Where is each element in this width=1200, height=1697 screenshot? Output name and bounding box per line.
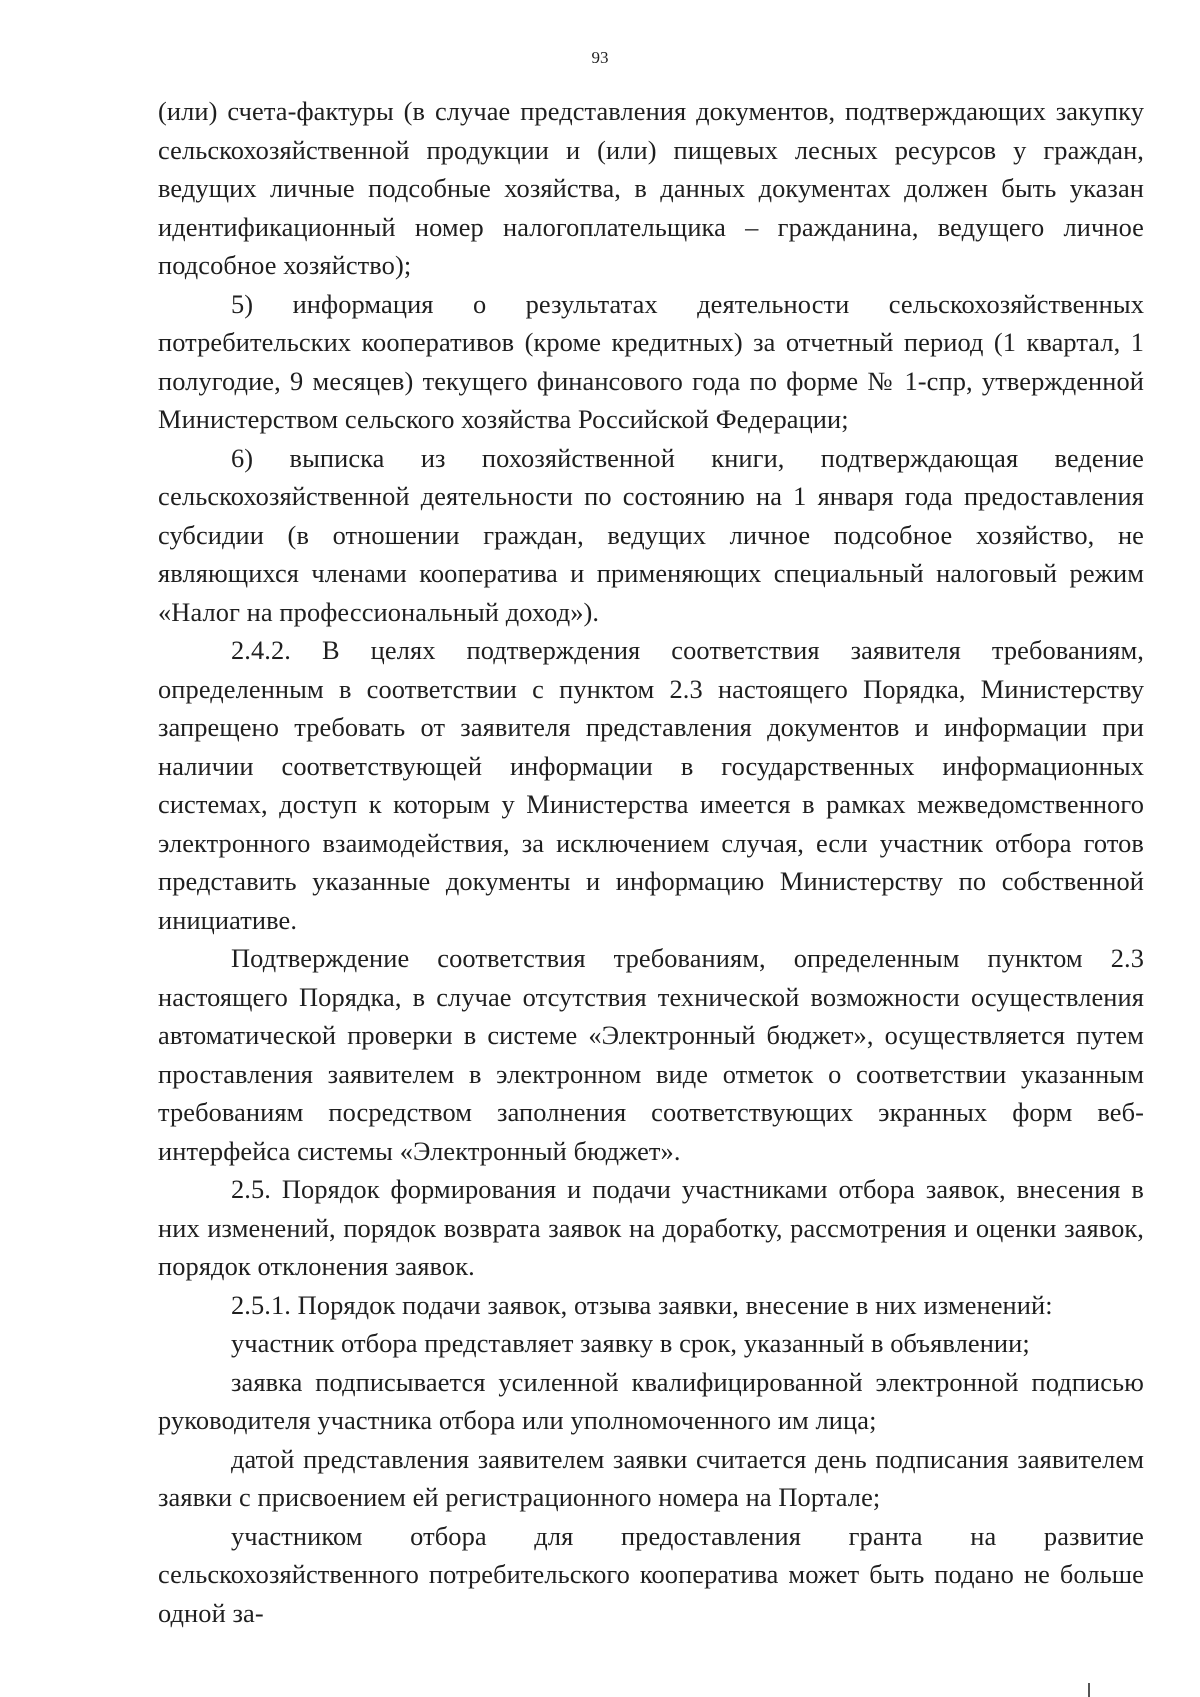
paragraph-signature: заявка подписывается усиленной квалифицированной электронной подписью руководителя участника отбора или уполномоченного им лица; (158, 1366, 1144, 1435)
paragraph-item-5: 5) информация о результатах деятельности сельскохозяйственных потребительских кооперативов (кроме кредитных) за отчетный период (1 квартал, 1 полугодие, 9 месяцев) текущего финансового года по форме № 1-спр, утвержденной Министерством сельского хозяйства Российской Федерации; (158, 288, 1144, 434)
paragraph-2-4-2: 2.4.2. В целях подтверждения соответствия заявителя требованиям, определенным в соответствии с пунктом 2.3 настоящего Порядка, Министерству запрещено требовать от заявителя представления документов и информации при наличии соответствующей информации в государственных информационных системах, доступ к которым у Министерства имеется в рамках межведомственного электронного взаимодействия, за исключением случая, если участник отбора готов представить указанные документы и информацию Министерству по собственной инициативе. (158, 635, 1144, 935)
paragraph-confirmation: Подтверждение соответствия требованиям, определенным пунктом 2.3 настоящего Порядка, в случае отсутствия технической возможности осуществления автоматической проверки в системе «Электронный бюджет», осуществляется путем проставления заявителем в электронном виде отметок о соответствии указанным требованиям посредством заполнения соответствующих экранных форм веб-интерфейса системы «Электронный бюджет». (158, 943, 1144, 1166)
paragraph-submission-date: датой представления заявителем заявки считается день подписания заявителем заявки с присвоением ей регистрационного номера на Портале; (158, 1443, 1144, 1512)
paragraph-2-5: 2.5. Порядок формирования и подачи участниками отбора заявок, внесения в них изменений, порядок возврата заявок на доработку, рассмотрения и оценки заявок, порядок отклонения заявок. (158, 1174, 1144, 1281)
paragraph-deadline: участник отбора представляет заявку в срок, указанный в объявлении; (231, 1328, 1030, 1358)
paragraph-item-6: 6) выписка из похозяйственной книги, подтверждающая ведение сельскохозяйственной деятельности по состоянию на 1 января года предоставления субсидии (в отношении граждан, ведущих личное подсобное хозяйство, не являющихся членами кооператива и применяющих специальный налоговый режим «Налог на профессиональный доход»). (158, 442, 1144, 627)
scan-mark (1088, 1683, 1090, 1697)
page-number: 93 (591, 48, 609, 67)
paragraph-grant-limit: участником отбора для предоставления гранта на развитие сельскохозяйственного потребительского кооператива может быть подано не больше одной за- (158, 1520, 1144, 1628)
paragraph-continuation: (или) счета-фактуры (в случае представления документов, подтверждающих закупку сельскохозяйственной продукции и (или) пищевых лесных ресурсов у граждан, ведущих личные подсобные хозяйства, в данных документах должен быть указан идентификационный номер налогоплательщика – гражданина, ведущего личное подсобное хозяйство); (158, 96, 1144, 280)
document-body (158, 92, 1144, 1632)
paragraph-2-5-1: 2.5.1. Порядок подачи заявок, отзыва заявки, внесение в них изменений: (231, 1289, 1053, 1320)
